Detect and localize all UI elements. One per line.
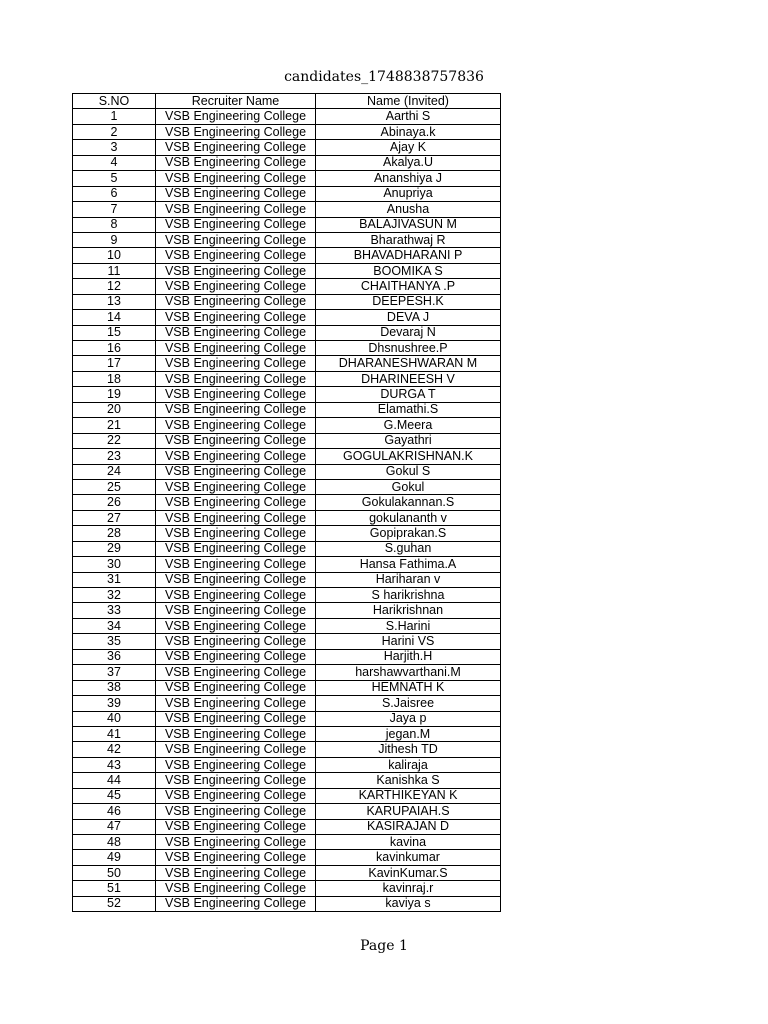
document-title: candidates_1748838757836	[284, 69, 484, 85]
cell-name-invited: Ajay K	[316, 140, 501, 155]
cell-recruiter-name: VSB Engineering College	[156, 479, 316, 494]
cell-recruiter-name: VSB Engineering College	[156, 418, 316, 433]
table-row	[73, 495, 501, 510]
cell-name-invited: BALAJIVASUN M	[316, 217, 501, 232]
cell-sno: 37	[73, 665, 156, 680]
table-row	[73, 850, 501, 865]
cell-recruiter-name: VSB Engineering College	[156, 341, 316, 356]
cell-sno: 44	[73, 773, 156, 788]
cell-recruiter-name: VSB Engineering College	[156, 279, 316, 294]
cell-sno: 32	[73, 588, 156, 603]
table-row	[73, 696, 501, 711]
cell-recruiter-name: VSB Engineering College	[156, 495, 316, 510]
cell-name-invited: Devaraj N	[316, 325, 501, 340]
cell-sno: 42	[73, 742, 156, 757]
table-row	[73, 835, 501, 850]
cell-recruiter-name: VSB Engineering College	[156, 788, 316, 803]
cell-recruiter-name: VSB Engineering College	[156, 680, 316, 695]
table-row	[73, 294, 501, 309]
cell-sno: 26	[73, 495, 156, 510]
table-row	[73, 140, 501, 155]
cell-recruiter-name: VSB Engineering College	[156, 171, 316, 186]
cell-recruiter-name: VSB Engineering College	[156, 726, 316, 741]
cell-name-invited: Kanishka S	[316, 773, 501, 788]
table-row	[73, 155, 501, 170]
cell-recruiter-name: VSB Engineering College	[156, 263, 316, 278]
cell-sno: 6	[73, 186, 156, 201]
cell-name-invited: Dhsnushree.P	[316, 341, 501, 356]
cell-sno: 23	[73, 449, 156, 464]
cell-name-invited: Gokul	[316, 479, 501, 494]
cell-sno: 25	[73, 479, 156, 494]
cell-name-invited: DEEPESH.K	[316, 294, 501, 309]
cell-sno: 12	[73, 279, 156, 294]
cell-recruiter-name: VSB Engineering College	[156, 557, 316, 572]
cell-recruiter-name: VSB Engineering College	[156, 804, 316, 819]
cell-name-invited: Gayathri	[316, 433, 501, 448]
page-number: Page 1	[360, 938, 408, 954]
cell-name-invited: Gokulakannan.S	[316, 495, 501, 510]
cell-sno: 33	[73, 603, 156, 618]
table-row	[73, 171, 501, 186]
table-row	[73, 804, 501, 819]
cell-name-invited: S harikrishna	[316, 588, 501, 603]
table-row	[73, 325, 501, 340]
cell-sno: 3	[73, 140, 156, 155]
cell-sno: 28	[73, 526, 156, 541]
cell-recruiter-name: VSB Engineering College	[156, 819, 316, 834]
cell-sno: 2	[73, 124, 156, 139]
cell-sno: 39	[73, 696, 156, 711]
cell-name-invited: Anusha	[316, 202, 501, 217]
cell-name-invited: HEMNATH K	[316, 680, 501, 695]
cell-name-invited: Anupriya	[316, 186, 501, 201]
table-row	[73, 109, 501, 124]
table-row	[73, 479, 501, 494]
cell-recruiter-name: VSB Engineering College	[156, 310, 316, 325]
cell-name-invited: Harini VS	[316, 634, 501, 649]
cell-name-invited: GOGULAKRISHNAN.K	[316, 449, 501, 464]
cell-sno: 14	[73, 310, 156, 325]
cell-recruiter-name: VSB Engineering College	[156, 588, 316, 603]
table-row	[73, 510, 501, 525]
cell-recruiter-name: VSB Engineering College	[156, 232, 316, 247]
cell-recruiter-name: VSB Engineering College	[156, 464, 316, 479]
table-row	[73, 263, 501, 278]
table-row	[73, 773, 501, 788]
cell-recruiter-name: VSB Engineering College	[156, 402, 316, 417]
cell-name-invited: Hariharan v	[316, 572, 501, 587]
cell-recruiter-name: VSB Engineering College	[156, 711, 316, 726]
table-row	[73, 557, 501, 572]
cell-name-invited: Aarthi S	[316, 109, 501, 124]
cell-recruiter-name: VSB Engineering College	[156, 140, 316, 155]
cell-name-invited: KavinKumar.S	[316, 865, 501, 880]
table-row	[73, 433, 501, 448]
table-row	[73, 449, 501, 464]
table-row	[73, 819, 501, 834]
cell-sno: 49	[73, 850, 156, 865]
cell-name-invited: BOOMIKA S	[316, 263, 501, 278]
table-row	[73, 634, 501, 649]
cell-name-invited: Elamathi.S	[316, 402, 501, 417]
table-row	[73, 865, 501, 880]
table-row	[73, 310, 501, 325]
cell-recruiter-name: VSB Engineering College	[156, 773, 316, 788]
cell-sno: 30	[73, 557, 156, 572]
cell-recruiter-name: VSB Engineering College	[156, 649, 316, 664]
cell-sno: 8	[73, 217, 156, 232]
cell-recruiter-name: VSB Engineering College	[156, 618, 316, 633]
cell-sno: 10	[73, 248, 156, 263]
table-row	[73, 603, 501, 618]
cell-recruiter-name: VSB Engineering College	[156, 109, 316, 124]
cell-sno: 36	[73, 649, 156, 664]
table-row	[73, 418, 501, 433]
cell-recruiter-name: VSB Engineering College	[156, 572, 316, 587]
cell-name-invited: kavinkumar	[316, 850, 501, 865]
cell-sno: 52	[73, 896, 156, 911]
header-sno: S.NO	[73, 94, 156, 109]
cell-sno: 21	[73, 418, 156, 433]
cell-name-invited: DHARANESHWARAN M	[316, 356, 501, 371]
table-row	[73, 680, 501, 695]
cell-sno: 17	[73, 356, 156, 371]
table-row	[73, 541, 501, 556]
cell-recruiter-name: VSB Engineering College	[156, 757, 316, 772]
cell-name-invited: DEVA J	[316, 310, 501, 325]
cell-recruiter-name: VSB Engineering College	[156, 186, 316, 201]
cell-name-invited: kaliraja	[316, 757, 501, 772]
cell-recruiter-name: VSB Engineering College	[156, 325, 316, 340]
cell-name-invited: Harjith.H	[316, 649, 501, 664]
table-row	[73, 788, 501, 803]
cell-name-invited: kaviya s	[316, 896, 501, 911]
table-row	[73, 387, 501, 402]
cell-name-invited: Abinaya.k	[316, 124, 501, 139]
table-row	[73, 464, 501, 479]
cell-name-invited: Jaya p	[316, 711, 501, 726]
table-row	[73, 526, 501, 541]
cell-name-invited: gokulananth v	[316, 510, 501, 525]
cell-sno: 29	[73, 541, 156, 556]
cell-sno: 45	[73, 788, 156, 803]
table-row	[73, 356, 501, 371]
cell-name-invited: Bharathwaj R	[316, 232, 501, 247]
cell-recruiter-name: VSB Engineering College	[156, 294, 316, 309]
table-row	[73, 757, 501, 772]
cell-name-invited: Hansa Fathima.A	[316, 557, 501, 572]
cell-recruiter-name: VSB Engineering College	[156, 433, 316, 448]
cell-sno: 13	[73, 294, 156, 309]
table-row	[73, 279, 501, 294]
cell-sno: 35	[73, 634, 156, 649]
cell-sno: 20	[73, 402, 156, 417]
header-recruiter-name: Recruiter Name	[156, 94, 316, 109]
header-row	[73, 94, 501, 109]
cell-sno: 11	[73, 263, 156, 278]
cell-name-invited: Gokul S	[316, 464, 501, 479]
table-row	[73, 217, 501, 232]
cell-name-invited: harshawvarthani.M	[316, 665, 501, 680]
cell-recruiter-name: VSB Engineering College	[156, 510, 316, 525]
table-row	[73, 572, 501, 587]
cell-sno: 4	[73, 155, 156, 170]
table-row	[73, 896, 501, 911]
cell-name-invited: Harikrishnan	[316, 603, 501, 618]
table-row	[73, 232, 501, 247]
cell-sno: 24	[73, 464, 156, 479]
table-row	[73, 726, 501, 741]
cell-name-invited: KARTHIKEYAN K	[316, 788, 501, 803]
cell-name-invited: S.Harini	[316, 618, 501, 633]
cell-recruiter-name: VSB Engineering College	[156, 371, 316, 386]
cell-name-invited: Ananshiya J	[316, 171, 501, 186]
table-row	[73, 186, 501, 201]
cell-sno: 40	[73, 711, 156, 726]
cell-recruiter-name: VSB Engineering College	[156, 881, 316, 896]
cell-sno: 48	[73, 835, 156, 850]
cell-name-invited: DURGA T	[316, 387, 501, 402]
table-row	[73, 248, 501, 263]
cell-sno: 31	[73, 572, 156, 587]
cell-name-invited: kavinraj.r	[316, 881, 501, 896]
cell-sno: 46	[73, 804, 156, 819]
cell-sno: 50	[73, 865, 156, 880]
table-row	[73, 124, 501, 139]
table-row	[73, 618, 501, 633]
cell-sno: 43	[73, 757, 156, 772]
cell-recruiter-name: VSB Engineering College	[156, 155, 316, 170]
cell-recruiter-name: VSB Engineering College	[156, 696, 316, 711]
cell-name-invited: BHAVADHARANI P	[316, 248, 501, 263]
cell-sno: 15	[73, 325, 156, 340]
table-row	[73, 665, 501, 680]
cell-recruiter-name: VSB Engineering College	[156, 742, 316, 757]
cell-recruiter-name: VSB Engineering College	[156, 835, 316, 850]
cell-sno: 1	[73, 109, 156, 124]
table-row	[73, 711, 501, 726]
cell-recruiter-name: VSB Engineering College	[156, 665, 316, 680]
cell-sno: 19	[73, 387, 156, 402]
cell-name-invited: S.Jaisree	[316, 696, 501, 711]
cell-name-invited: jegan.M	[316, 726, 501, 741]
cell-recruiter-name: VSB Engineering College	[156, 356, 316, 371]
table-row	[73, 742, 501, 757]
table-row	[73, 341, 501, 356]
cell-sno: 16	[73, 341, 156, 356]
cell-recruiter-name: VSB Engineering College	[156, 634, 316, 649]
cell-sno: 5	[73, 171, 156, 186]
cell-sno: 47	[73, 819, 156, 834]
cell-name-invited: Akalya.U	[316, 155, 501, 170]
table-row	[73, 588, 501, 603]
cell-sno: 9	[73, 232, 156, 247]
cell-recruiter-name: VSB Engineering College	[156, 603, 316, 618]
cell-recruiter-name: VSB Engineering College	[156, 124, 316, 139]
cell-sno: 34	[73, 618, 156, 633]
cell-name-invited: kavina	[316, 835, 501, 850]
cell-sno: 38	[73, 680, 156, 695]
table-row	[73, 202, 501, 217]
table-row	[73, 402, 501, 417]
table-body	[73, 109, 501, 912]
cell-name-invited: DHARINEESH V	[316, 371, 501, 386]
cell-name-invited: KASIRAJAN D	[316, 819, 501, 834]
table-row	[73, 881, 501, 896]
cell-name-invited: CHAITHANYA .P	[316, 279, 501, 294]
cell-sno: 18	[73, 371, 156, 386]
cell-recruiter-name: VSB Engineering College	[156, 865, 316, 880]
cell-name-invited: KARUPAIAH.S	[316, 804, 501, 819]
table-row	[73, 649, 501, 664]
cell-recruiter-name: VSB Engineering College	[156, 202, 316, 217]
cell-recruiter-name: VSB Engineering College	[156, 449, 316, 464]
cell-name-invited: G.Meera	[316, 418, 501, 433]
table-row	[73, 371, 501, 386]
cell-sno: 51	[73, 881, 156, 896]
cell-sno: 27	[73, 510, 156, 525]
cell-recruiter-name: VSB Engineering College	[156, 387, 316, 402]
cell-name-invited: S.guhan	[316, 541, 501, 556]
cell-recruiter-name: VSB Engineering College	[156, 896, 316, 911]
cell-recruiter-name: VSB Engineering College	[156, 541, 316, 556]
cell-recruiter-name: VSB Engineering College	[156, 217, 316, 232]
cell-sno: 41	[73, 726, 156, 741]
cell-sno: 22	[73, 433, 156, 448]
header-name-invited: Name (Invited)	[316, 94, 501, 109]
cell-name-invited: Gopiprakan.S	[316, 526, 501, 541]
cell-recruiter-name: VSB Engineering College	[156, 248, 316, 263]
cell-recruiter-name: VSB Engineering College	[156, 850, 316, 865]
cell-name-invited: Jithesh TD	[316, 742, 501, 757]
candidates-table	[72, 93, 501, 912]
cell-sno: 7	[73, 202, 156, 217]
cell-recruiter-name: VSB Engineering College	[156, 526, 316, 541]
